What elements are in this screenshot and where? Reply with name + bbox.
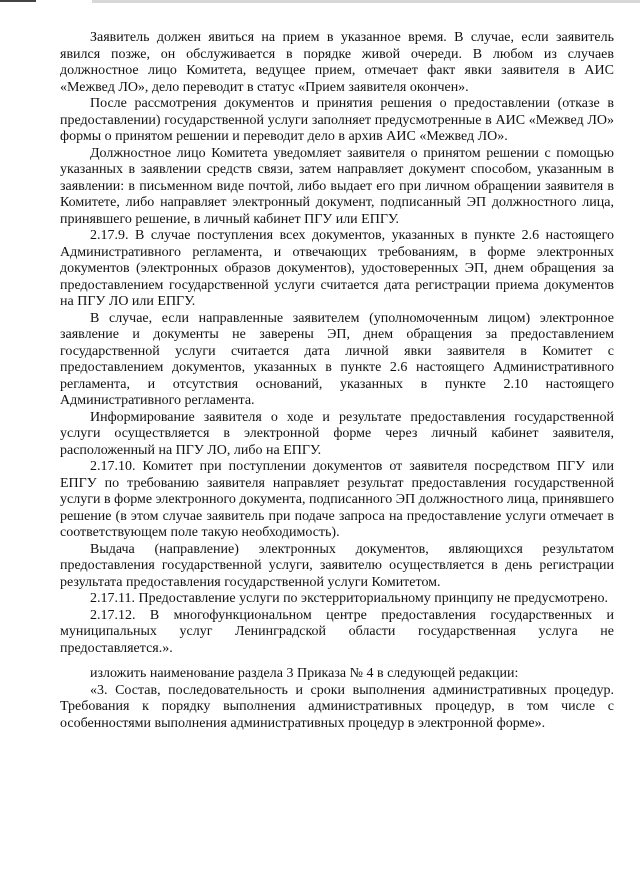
paragraph-2-17-9: 2.17.9. В случае поступления всех документов, указанных в пункте 2.6 настоящего Административного регламента, и отвечающих требованиям, в форме электронных документов (электронных образов документов), удостоверенных ЭП, днем обращения за предоставлением государственной услуги считается дата регистрации приема документов на ПГУ ЛО или ЕПГУ. bbox=[60, 228, 614, 309]
paragraph-2-17-12: 2.17.12. В многофункциональном центре предоставления государственных и муниципальных услуг Ленинградской области государственная услуга не предоставляется.». bbox=[60, 607, 614, 656]
paragraph-2-17-11: 2.17.11. Предоставление услуги по экстерриториальному принципу не предусмотрено. bbox=[90, 591, 608, 606]
paragraph-informing: Информирование заявителя о ходе и результате предоставления государственной услуги осуществляется в электронной форме через личный кабинет заявителя, расположенный на ПГУ ЛО, либо на ЕПГУ. bbox=[60, 409, 614, 458]
top-scan-edge bbox=[92, 0, 640, 3]
paragraph-unsigned-documents: В случае, если направленные заявителем (уполномоченным лицом) электронное заявление и документы не заверены ЭП, днем обращения за предоставлением государственной услуги считается дата личной явки заявителя в Комитет с предоставлением документов, указанных в пункте 2.6 настоящего Административного регламента, и отсутствия оснований, указанных в пункте 2.10 настоящего Административного регламента. bbox=[60, 310, 614, 408]
paragraph-issuance: Выдача (направление) электронных документов, являющихся результатом предоставления государственной услуги, заявителю осуществляется в день регистрации результата предоставления государственной услуги Комитетом. bbox=[60, 541, 614, 590]
paragraph-2-17-10: 2.17.10. Комитет при поступлении документов от заявителя посредством ПГУ или ЕПГУ по требованию заявителя направляет результат предоставления государственной услуги в форме электронного документа, подписанного ЭП должностного лица, принявшего решение (в этом случае заявитель при подаче запроса на предоставление услуги отмечает в соответствующем поле такую необходимость). bbox=[60, 459, 614, 540]
paragraph-review: После рассмотрения документов и принятия решения о предоставлении (отказе в предоставлении) государственной услуги заполняет предусмотренные в АИС «Межвед ЛО» формы о принятом решении и переводит дело в архив АИС «Межвед ЛО». bbox=[60, 96, 614, 144]
paragraph-section-3-title: «3. Состав, последовательность и сроки выполнения административных процедур. Требования к порядку выполнения административных процедур, в том числе с особенностями выполнения административных процедур в электронной форме». bbox=[60, 682, 614, 731]
document-page bbox=[60, 30, 614, 732]
paragraph-appointment: Заявитель должен явиться на прием в указанное время. В случае, если заявитель явился позже, он обслуживается в порядке живой очереди. В любом из случаев должностное лицо Комитета, ведущее прием, отмечает факт явки заявителя в АИС «Межвед ЛО», дело переводит в статус «Прием заявителя окончен». bbox=[60, 30, 614, 95]
paragraph-section-3-instruction: изложить наименование раздела 3 Приказа № 4 в следующей редакции: bbox=[90, 666, 519, 681]
paragraph-notification: Должностное лицо Комитета уведомляет заявителя о принятом решении с помощью указанных в заявлении средств связи, затем направляет документ способом, указанным в заявлении: в письменном виде почтой, либо выдает его при личном обращении заявителя в Комитете, либо направляет электронный документ, подписанный ЭП должностного лица, принявшего решение, в личный кабинет ПГУ или ЕПГУ. bbox=[60, 145, 614, 227]
top-edge-mark bbox=[0, 0, 36, 2]
